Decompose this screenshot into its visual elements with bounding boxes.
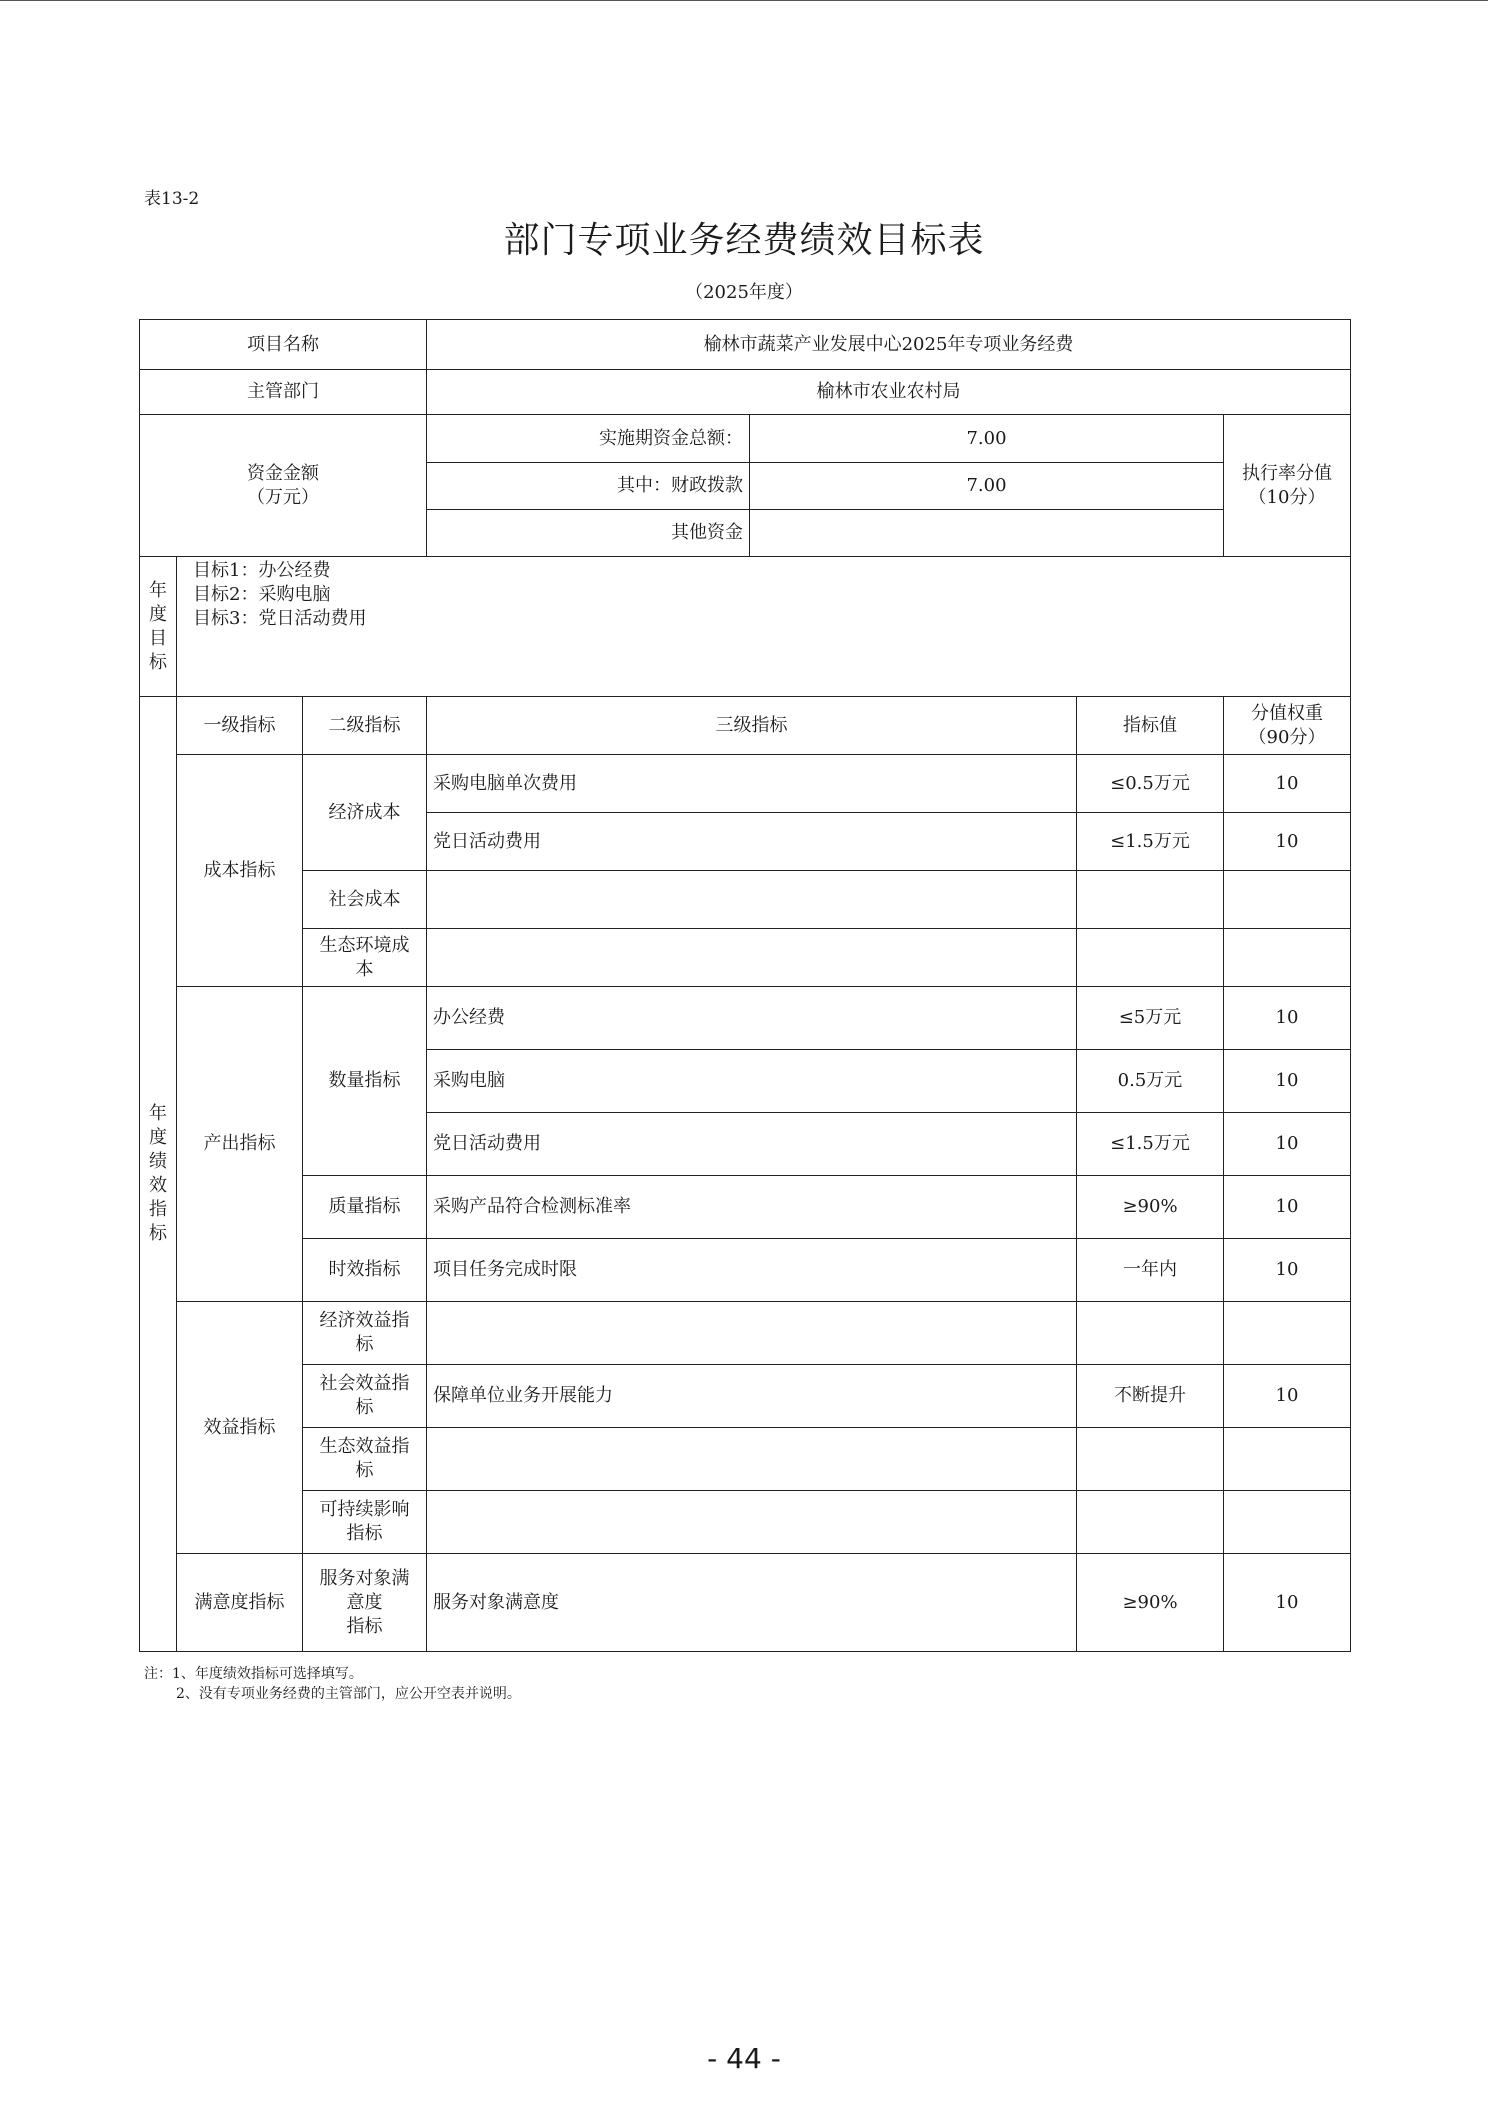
eco-cost-label-line1: 生态环境成 bbox=[319, 934, 410, 956]
indicator-weight: 10 bbox=[1224, 1050, 1351, 1113]
eco-cost-label bbox=[303, 929, 427, 987]
table-row bbox=[140, 1176, 1351, 1239]
table-row bbox=[140, 987, 1351, 1050]
indicator-weight bbox=[1224, 1302, 1351, 1365]
execution-rate-label-line1: 执行率分值 bbox=[1242, 462, 1332, 484]
indicator-value-header: 指标值 bbox=[1077, 697, 1224, 755]
annual-goals-label-char: 度 bbox=[149, 603, 167, 625]
indicator-weight bbox=[1224, 871, 1351, 929]
social-benefit-label bbox=[303, 1365, 427, 1428]
total-fund-value: 7.00 bbox=[750, 415, 1224, 463]
indicator-value bbox=[1077, 929, 1224, 987]
indicator-weight: 10 bbox=[1224, 755, 1351, 813]
fiscal-fund-value: 7.00 bbox=[750, 463, 1224, 510]
indicator-weight: 10 bbox=[1224, 813, 1351, 871]
level1-header: 一级指标 bbox=[177, 697, 303, 755]
indicator-name: 办公经费 bbox=[427, 987, 1077, 1050]
indicator-weight: 10 bbox=[1224, 1554, 1351, 1652]
performance-target-table bbox=[139, 319, 1351, 1652]
performance-label-char: 指 bbox=[149, 1199, 167, 1220]
fiscal-fund-label: 其中：财政拨款 bbox=[427, 463, 750, 510]
indicator-name: 采购电脑 bbox=[427, 1050, 1077, 1113]
annual-goals-row bbox=[140, 557, 1351, 697]
indicator-value: ≤1.5万元 bbox=[1077, 1113, 1224, 1176]
indicator-name bbox=[427, 1302, 1077, 1365]
performance-label-char: 效 bbox=[149, 1175, 167, 1196]
eco-cost-label-line2: 本 bbox=[355, 958, 374, 980]
other-fund-value bbox=[750, 510, 1224, 557]
table-row bbox=[140, 1302, 1351, 1365]
department-label: 主管部门 bbox=[140, 370, 427, 415]
indicator-weight bbox=[1224, 1491, 1351, 1554]
project-name-label: 项目名称 bbox=[140, 320, 427, 370]
satisfaction-indicator-label: 满意度指标 bbox=[177, 1554, 303, 1652]
total-fund-label: 实施期资金总额： bbox=[427, 415, 750, 463]
goal-item: 目标1：办公经费 bbox=[193, 560, 331, 581]
page-number: - 44 - bbox=[707, 2042, 781, 2075]
indicator-weight bbox=[1224, 929, 1351, 987]
indicator-name: 采购电脑单次费用 bbox=[427, 755, 1077, 813]
indicator-value bbox=[1077, 871, 1224, 929]
indicator-value: ≥90% bbox=[1077, 1176, 1224, 1239]
indicator-name: 保障单位业务开展能力 bbox=[427, 1365, 1077, 1428]
indicator-name bbox=[427, 871, 1077, 929]
indicator-value bbox=[1077, 1302, 1224, 1365]
other-fund-label: 其他资金 bbox=[427, 510, 750, 557]
indicator-value: ≤5万元 bbox=[1077, 987, 1224, 1050]
quality-indicator-label: 质量指标 bbox=[303, 1176, 427, 1239]
cost-indicator-label: 成本指标 bbox=[177, 755, 303, 987]
execution-rate-score bbox=[1224, 415, 1351, 557]
fund-amount-label bbox=[140, 415, 427, 557]
service-satisfaction-label bbox=[303, 1554, 427, 1652]
fund-total-row bbox=[140, 415, 1351, 463]
table-row bbox=[140, 1554, 1351, 1652]
annual-goals-label bbox=[140, 557, 177, 697]
quantity-indicator-label: 数量指标 bbox=[303, 987, 427, 1176]
indicator-header-row bbox=[140, 697, 1351, 755]
goal-item: 目标2：采购电脑 bbox=[193, 584, 331, 605]
project-name-row bbox=[140, 320, 1351, 370]
annual-goals-label-char: 年 bbox=[149, 579, 167, 601]
weight-header-line1: 分值权重 bbox=[1251, 702, 1323, 724]
sustainability-label-line2: 指标 bbox=[346, 1523, 383, 1544]
fiscal-year: （2025年度） bbox=[685, 282, 803, 303]
table-row bbox=[140, 929, 1351, 987]
indicator-weight: 10 bbox=[1224, 1113, 1351, 1176]
indicator-name bbox=[427, 929, 1077, 987]
department-row bbox=[140, 370, 1351, 415]
table-row bbox=[140, 871, 1351, 929]
ecological-benefit-label-line2: 标 bbox=[355, 1460, 374, 1481]
economic-benefit-label-line1: 经济效益指 bbox=[319, 1310, 410, 1331]
indicator-value: ≥90% bbox=[1077, 1554, 1224, 1652]
annual-performance-label bbox=[140, 697, 177, 1652]
note-line: 注：1、年度绩效指标可选择填写。 bbox=[144, 1666, 363, 1682]
indicator-value: 不断提升 bbox=[1077, 1365, 1224, 1428]
table-row bbox=[140, 1428, 1351, 1491]
weight-header-line2: （90分） bbox=[1248, 726, 1326, 748]
page-top-border bbox=[0, 0, 1488, 1]
output-indicator-label: 产出指标 bbox=[177, 987, 303, 1302]
performance-label-char: 年 bbox=[149, 1103, 167, 1124]
table-number: 表13-2 bbox=[144, 189, 200, 209]
fund-amount-label-line2: （万元） bbox=[247, 486, 319, 508]
performance-label-char: 度 bbox=[149, 1127, 167, 1148]
indicator-name: 采购产品符合检测标准率 bbox=[427, 1176, 1077, 1239]
indicator-weight: 10 bbox=[1224, 1365, 1351, 1428]
indicator-value bbox=[1077, 1428, 1224, 1491]
economic-benefit-label-line2: 标 bbox=[355, 1334, 374, 1355]
indicator-name bbox=[427, 1491, 1077, 1554]
ecological-benefit-label bbox=[303, 1428, 427, 1491]
performance-label-char: 标 bbox=[149, 1223, 167, 1244]
service-satisfaction-line1: 服务对象满 bbox=[319, 1567, 410, 1589]
page-title: 部门专项业务经费绩效目标表 bbox=[503, 220, 985, 261]
indicator-name: 党日活动费用 bbox=[427, 1113, 1077, 1176]
social-benefit-label-line1: 社会效益指 bbox=[319, 1373, 410, 1394]
note-line: 2、没有专项业务经费的主管部门，应公开空表并说明。 bbox=[176, 1686, 521, 1702]
indicator-value: 0.5万元 bbox=[1077, 1050, 1224, 1113]
indicator-name: 服务对象满意度 bbox=[427, 1554, 1077, 1652]
execution-rate-label-line2: （10分） bbox=[1248, 486, 1326, 508]
indicator-name: 党日活动费用 bbox=[427, 813, 1077, 871]
indicator-name bbox=[427, 1428, 1077, 1491]
table-row bbox=[140, 755, 1351, 813]
annual-goals-content bbox=[177, 557, 1351, 697]
service-satisfaction-line2: 意度 bbox=[346, 1591, 383, 1613]
social-cost-label: 社会成本 bbox=[303, 871, 427, 929]
social-benefit-label-line2: 标 bbox=[355, 1397, 374, 1418]
indicator-value bbox=[1077, 1491, 1224, 1554]
economic-cost-label: 经济成本 bbox=[303, 755, 427, 871]
annual-goals-label-char: 目 bbox=[149, 627, 167, 649]
department-value: 榆林市农业农村局 bbox=[427, 370, 1351, 415]
service-satisfaction-line3: 指标 bbox=[346, 1615, 383, 1637]
goal-item: 目标3：党日活动费用 bbox=[193, 608, 367, 629]
indicator-value: ≤0.5万元 bbox=[1077, 755, 1224, 813]
table-row bbox=[140, 1239, 1351, 1302]
benefit-indicator-label: 效益指标 bbox=[177, 1302, 303, 1554]
indicator-weight: 10 bbox=[1224, 987, 1351, 1050]
table-notes bbox=[144, 1664, 521, 1704]
indicator-weight: 10 bbox=[1224, 1239, 1351, 1302]
table-row bbox=[140, 1491, 1351, 1554]
ecological-benefit-label-line1: 生态效益指 bbox=[319, 1436, 410, 1457]
level2-header: 二级指标 bbox=[303, 697, 427, 755]
economic-benefit-label bbox=[303, 1302, 427, 1365]
sustainability-label bbox=[303, 1491, 427, 1554]
project-name-value: 榆林市蔬菜产业发展中心2025年专项业务经费 bbox=[427, 320, 1351, 370]
indicator-weight: 10 bbox=[1224, 1176, 1351, 1239]
performance-label-char: 绩 bbox=[149, 1151, 167, 1172]
indicator-value: ≤1.5万元 bbox=[1077, 813, 1224, 871]
sustainability-label-line1: 可持续影响 bbox=[319, 1499, 410, 1520]
table-row bbox=[140, 1365, 1351, 1428]
indicator-weight bbox=[1224, 1428, 1351, 1491]
level3-header: 三级指标 bbox=[427, 697, 1077, 755]
weight-header bbox=[1224, 697, 1351, 755]
indicator-name: 项目任务完成时限 bbox=[427, 1239, 1077, 1302]
fund-amount-label-line1: 资金金额 bbox=[247, 462, 319, 484]
indicator-value: 一年内 bbox=[1077, 1239, 1224, 1302]
timeliness-indicator-label: 时效指标 bbox=[303, 1239, 427, 1302]
annual-goals-label-char: 标 bbox=[149, 651, 167, 673]
